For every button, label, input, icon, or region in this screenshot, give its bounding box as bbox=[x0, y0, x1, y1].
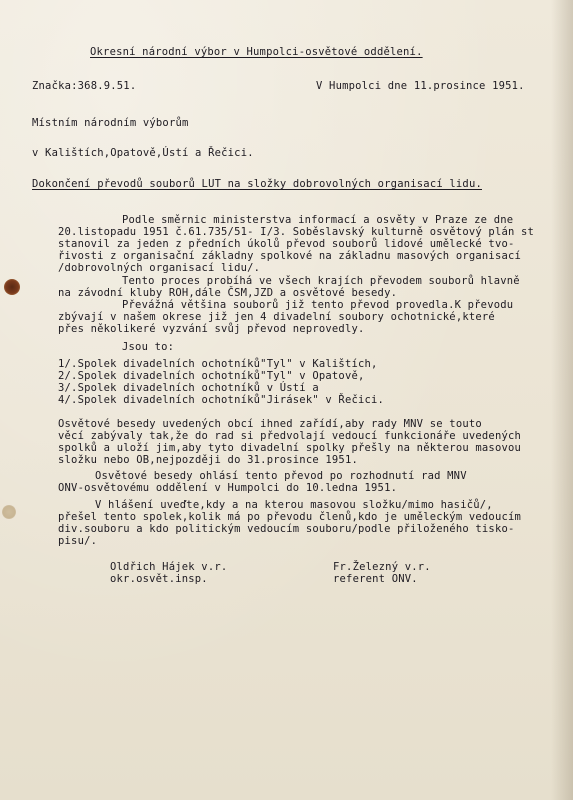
body-line: 20.listopadu 1951 č.61.735/51- I/3. Soběslavský kulturně osvětový plán st bbox=[58, 226, 535, 238]
addressee-line-2: v Kalištích,Opatově,Ústí a Řečici. bbox=[32, 147, 254, 159]
body-line: řivosti z organisační základny spolkové na základnu masových organisací bbox=[58, 250, 522, 262]
list-intro: Jsou to: bbox=[122, 341, 175, 353]
signature-left-name: Oldřich Hájek v.r. bbox=[110, 561, 228, 573]
body-line: pisu/. bbox=[58, 535, 98, 547]
signature-right-name: Fr.Železný v.r. bbox=[333, 561, 431, 573]
body-line: Převážná většina souborů již tento převod provedla.K převodu bbox=[122, 299, 514, 311]
list-item: 4/.Spolek divadelních ochotníků"Jirásek" v Řečici. bbox=[58, 394, 385, 406]
body-line: Podle směrnic ministerstva informací a osvěty v Praze ze dne bbox=[122, 214, 514, 226]
body-line: stanovil za jeden z předních úkolů převod souborů lidové umělecké tvo- bbox=[58, 238, 515, 250]
body-line: na závodní kluby ROH,dále ČSM,JZD a osvětové besedy. bbox=[58, 287, 398, 299]
body-line: /dobrovolných organisací lidu/. bbox=[58, 262, 261, 274]
punch-hole-mark bbox=[2, 505, 16, 519]
body-line: složku nebo OB,nejpozději do 31.prosince 1951. bbox=[58, 454, 358, 466]
page-edge-shadow bbox=[551, 0, 573, 800]
signature-left-title: okr.osvět.insp. bbox=[110, 573, 208, 585]
body-line: zbývají v našem okrese již jen 4 divadelní soubory ochotnické,které bbox=[58, 311, 495, 323]
list-item: 1/.Spolek divadelních ochotníků"Tyl" v Kalištích, bbox=[58, 358, 378, 370]
body-line: Osvětové besedy ohlásí tento převod po rozhodnutí rad MNV bbox=[95, 470, 467, 482]
office-heading: Okresní národní výbor v Humpolci-osvětové oddělení. bbox=[90, 46, 423, 58]
addressee-line-1: Místním národním výborům bbox=[32, 117, 189, 129]
body-line: ONV-osvětovému oddělení v Humpolci do 10.ledna 1951. bbox=[58, 482, 398, 494]
list-item: 3/.Spolek divadelních ochotníků v Ústí a bbox=[58, 382, 319, 394]
subject-line: Dokončení převodů souborů LUT na složky dobrovolných organisací lidu. bbox=[32, 178, 482, 190]
body-line: věcí zabývaly tak,že do rad si předvolají vedoucí funkcionáře uvedených bbox=[58, 430, 522, 442]
body-line: div.souboru a kdo politickým vedoucím souboru/podle přiloženého tisko- bbox=[58, 523, 515, 535]
body-line: přes několikeré vyzvání svůj převod neprovedly. bbox=[58, 323, 365, 335]
punch-hole bbox=[4, 279, 20, 295]
reference-number: Značka:368.9.51. bbox=[32, 80, 137, 92]
body-line: Tento proces probíhá ve všech krajích převodem souborů hlavně bbox=[122, 275, 520, 287]
body-line: V hlášení uveďte,kdy a na kterou masovou složku/mimo hasičů/, bbox=[95, 499, 493, 511]
body-line: spolků a uloží jim,aby tyto divadelní spolky přešly na některou masovou bbox=[58, 442, 522, 454]
letter-date: V Humpolci dne 11.prosince 1951. bbox=[316, 80, 525, 92]
list-item: 2/.Spolek divadelních ochotníků"Tyl" v Opatově, bbox=[58, 370, 365, 382]
body-line: přešel tento spolek,kolik má po převodu členů,kdo je uměleckým vedoucím bbox=[58, 511, 522, 523]
body-line: Osvětové besedy uvedených obcí ihned zařídí,aby rady MNV se touto bbox=[58, 418, 482, 430]
signature-right-title: referent ONV. bbox=[333, 573, 418, 585]
